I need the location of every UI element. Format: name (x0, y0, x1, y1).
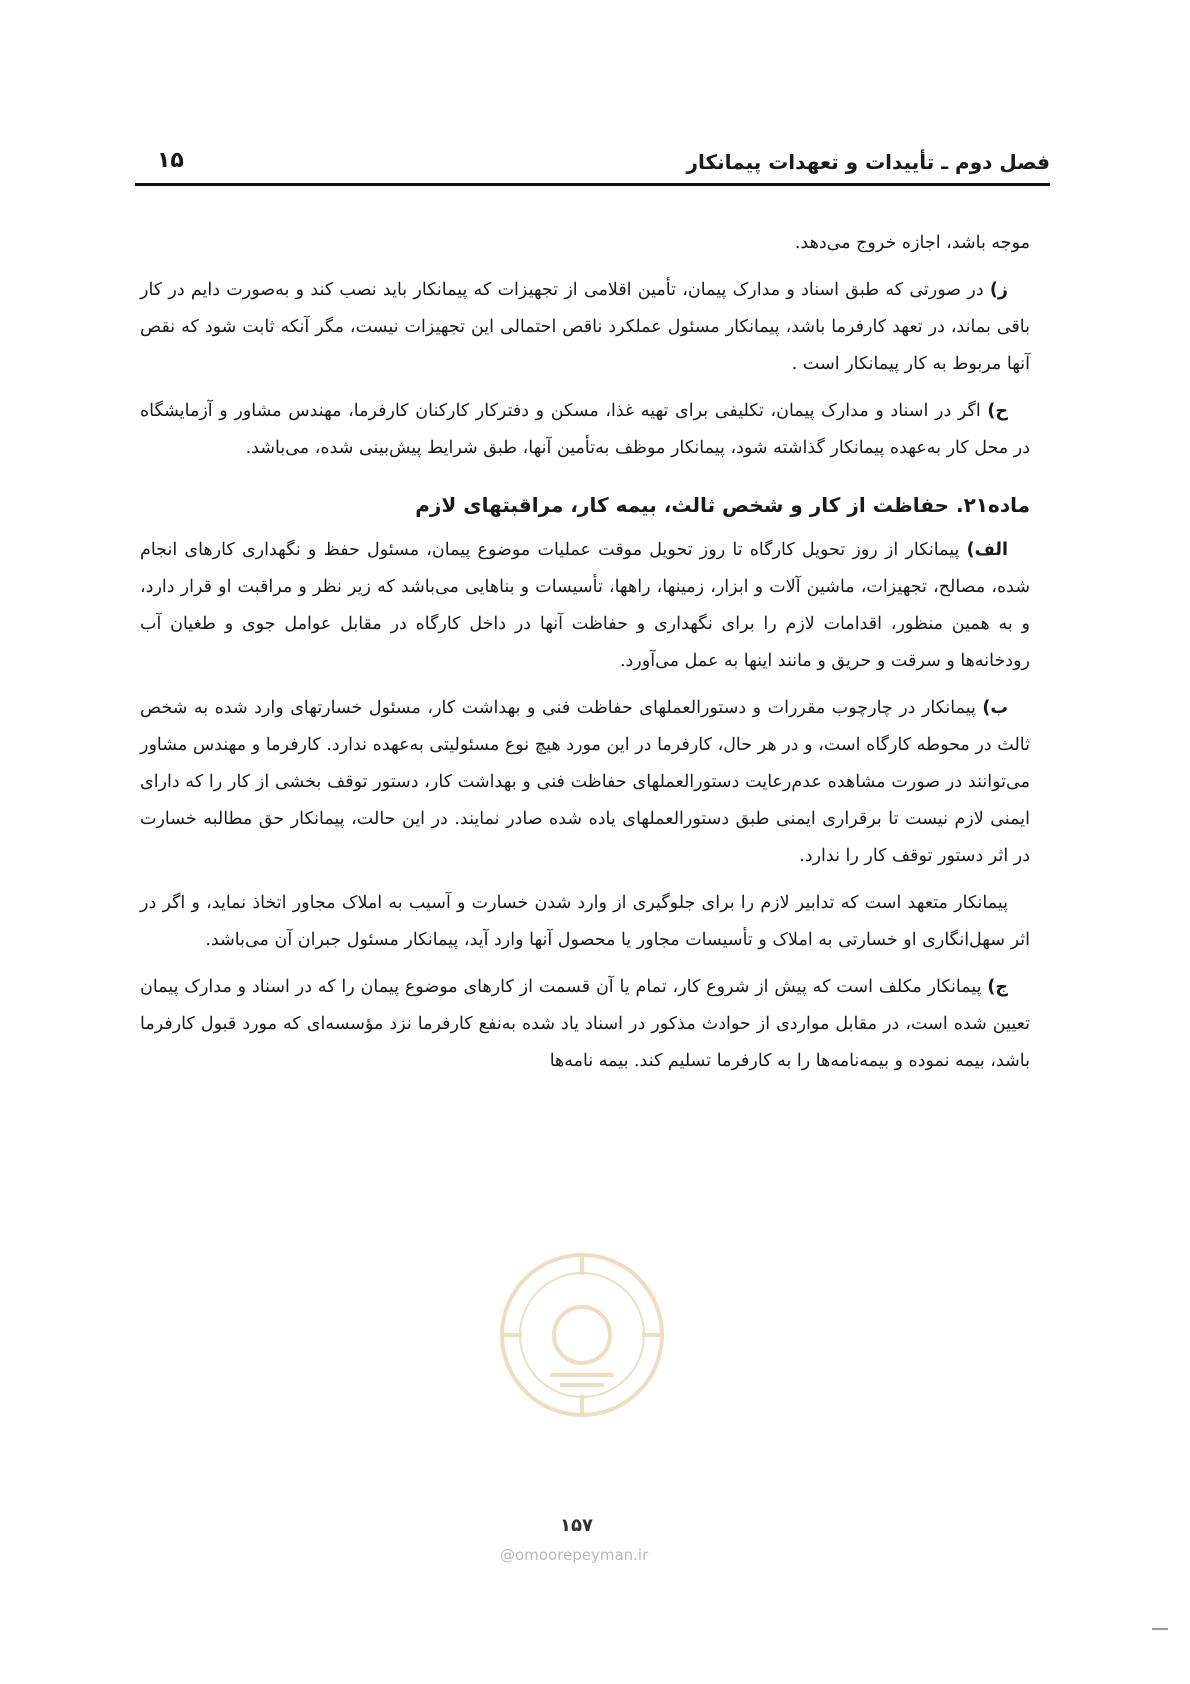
clause-label: ج) (987, 977, 1008, 997)
footer-page-number: ۱۵۷ (560, 1515, 593, 1536)
clause-label: الف) (966, 540, 1008, 560)
paragraph: پیمانکار متعهد است که تدابیر لازم را برای جلوگیری از وارد شدن خسارت و آسیب به املاک مجاور اتخاذ نماید، و اگر در اثر سهل‌انگاری او خسارتی به املاک و تأسیسات مجاور یا محصول آنها وارد آید، پیمانکار مسئول جبران آن می‌باشد. (140, 893, 1030, 950)
running-header (135, 146, 1050, 182)
watermark-seal-icon (490, 1235, 675, 1435)
header-rule (135, 183, 1050, 186)
footer-url: @omoorepeyman.ir (500, 1546, 649, 1564)
paragraph-be: ب) پیمانکار در چارچوب مقررات و دستورالعملهای حفاظت فنی و بهداشت کار، مسئول خسارتهای وارد شده به شخص ثالث در محوطه کارگاه است، و در هر حال، کارفرما در این مورد هیچ نوع مسئولیتی به‌عهده ندارد. کارفرما و مهندس مشاور می‌توانند در صورت مشاهده عدم‌رعایت دستورالعملهای حفاظت فنی و بهداشت کار، دستور توقف بخشی از کار را که دارای ایمنی لازم نیست تا برقراری ایمنی طبق دستورالعملهای یاده شده صادر نمایند. در این حالت، پیمانکار حق مطالبه خسارت در اثر دستور توقف کار را ندارد. (140, 698, 1030, 866)
section-heading: ماده۲۱. حفاظت از کار و شخص ثالث، بیمه کار، مراقبتهای لازم (415, 493, 1030, 517)
paragraph: موجه باشد، اجازه خروج می‌دهد. (794, 233, 1030, 253)
clause-label: ح) (987, 401, 1008, 421)
paragraph-h: ح) اگر در اسناد و مدارک پیمان، تکلیفی برای تهیه غذا، مسکن و دفترکار کارکنان کارفرما، مهندس مشاور و آزمایشگاه در محل کار به‌عهده پیمانکار گذاشته شود، پیمانکار موظف به‌تأمین آنها، طبق شرایط پیش‌بینی شده، می‌باشد. (140, 401, 1030, 458)
chapter-title: فصل دوم ـ تأییدات و تعهدات پیمانکار (686, 150, 1050, 174)
header-page-number: ۱۵ (157, 148, 184, 173)
clause-label: ب) (982, 698, 1008, 718)
paragraph-z: ز) در صورتی که طبق اسناد و مدارک پیمان، تأمین اقلامی از تجهیزات که پیمانکار باید نصب کند و به‌صورت دایم در کار باقی بماند، در تعهد کارفرما باشد، پیمانکار مسئول عملکرد ناقص احتمالی این تجهیزات نیست، مگر آنکه ثابت شود که نقص آنها مربوط به کار پیمانکار است . (140, 280, 1030, 374)
clause-label: ز) (989, 280, 1008, 300)
paragraph-jim: ج) پیمانکار مکلف است که پیش از شروع کار، تمام یا آن قسمت از کارهای موضوع پیمان را که در اسناد و مدارک پیمان تعیین شده است، در مقابل مواردی از حوادث مذکور در اسناد یاد شده به‌نفع کارفرما نزد مؤسسه‌ای که مورد قبول کارفرما باشد، بیمه نموده و بیمه‌نامه‌ها را به کارفرما تسلیم کند. بیمه نامه‌ها (140, 977, 1030, 1071)
body-text (140, 225, 1030, 1090)
paragraph-alef: الف) پیمانکار از روز تحویل کارگاه تا روز تحویل موقت عملیات موضوع پیمان، مسئول حفظ و نگهداری کارهای انجام شده، مصالح، تجهیزات، ماشین آلات و ابزار، زمینها، راهها، تأسیسات و بناهایی می‌باشد که زیر نظر و مراقبت او قرار دارد، و به همین منظور، اقدامات لازم را برای نگهداری و حفاظت آنها در داخل کارگاه در مقابل عوامل جوی و طغیان آب رودخانه‌ها و سرقت و حریق و مانند اینها به عمل می‌آورد. (140, 540, 1030, 671)
edge-mark (1152, 1628, 1168, 1630)
